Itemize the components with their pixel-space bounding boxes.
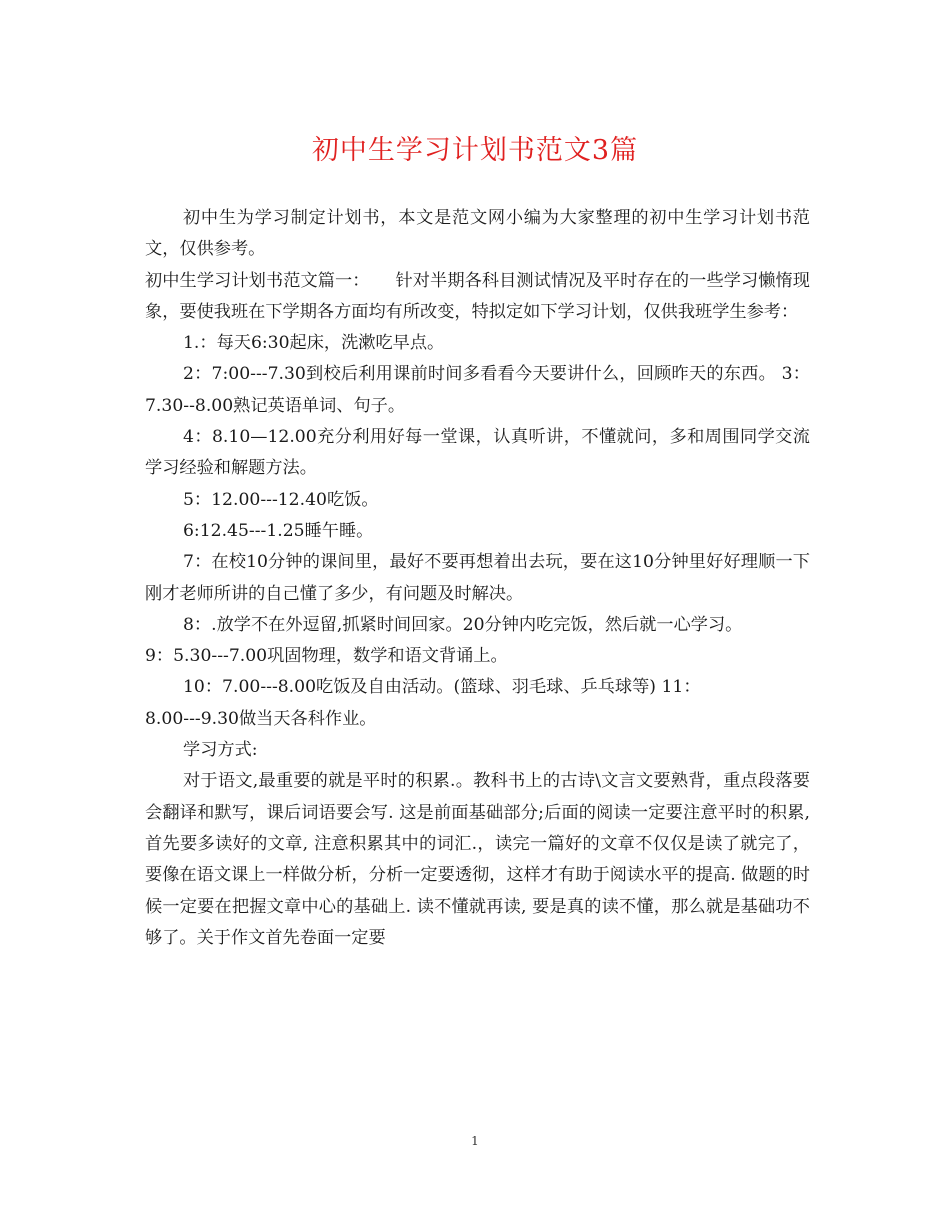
paragraph: 2：7:00---7.30到校后利用课前时间多看看今天要讲什么，回顾昨天的东西。 3：7.30--8.00熟记英语单词、句子。 [145,364,810,416]
paragraph: 5：12.00---12.40吃饭。 [183,489,379,510]
paragraph: 1.：每天6:30起床，洗漱吃早点。 [183,333,445,354]
paragraph: 初中生为学习制定计划书，本文是范文网小编为大家整理的初中生学习计划书范文，仅供参考。 [145,208,810,260]
paragraph: 9：5.30---7.00巩固物理，数学和语文背诵上。 [145,646,508,667]
paragraph: 6:12.45---1.25睡午睡。 [183,520,374,541]
paragraph: 4：8.10—12.00充分利用好每一堂课，认真听讲，不懂就问，多和周围同学交流学习经验和解题方法。 [145,427,810,479]
page-number: 1 [471,1134,479,1148]
paragraph: 8.00---9.30做当天各科作业。 [145,708,377,729]
page-title: 初中生学习计划书范文3篇 [311,135,639,166]
paragraph: 7：在校10分钟的课间里，最好不要再想着出去玩，要在这10分钟里好好理顺一下刚才老师所讲的自己懂了多少，有问题及时解决。 [145,552,810,604]
paragraph: 对于语文,最重要的就是平时的积累.。教科书上的古诗\文言文要熟背，重点段落要会翻译和默写，课后词语要会写. 这是前面基础部分;后面的阅读一定要注意平时的积累, 首先要多读好的文章, 注意积累其中的词汇.，读完一篇好的文章不仅仅是读了就完了，要像在语文课上一样做分析，分析一定要透彻，这样才有助于阅读水平的提高. 做题的时候一定要在把握文章中心的基础上. 读不懂就再读, 要是真的读不懂，那么就是基础功不够了。关于作文首先卷面一定要 [145,771,810,948]
paragraph: 10：7.00---8.00吃饭及自由活动。(篮球、羽毛球、乒乓球等) 11： [183,677,701,698]
paragraph: 初中生学习计划书范文篇一： 针对半期各科目测试情况及平时存在的一些学习懒惰现象，要使我班在下学期各方面均有所改变，特拟定如下学习计划，仅供我班学生参考： [145,270,810,322]
paragraph: 学习方式: [183,740,258,761]
paragraph: 8：.放学不在外逗留,抓紧时间回家。20分钟内吃完饭，然后就一心学习。 [183,614,743,635]
document-body [145,203,810,954]
